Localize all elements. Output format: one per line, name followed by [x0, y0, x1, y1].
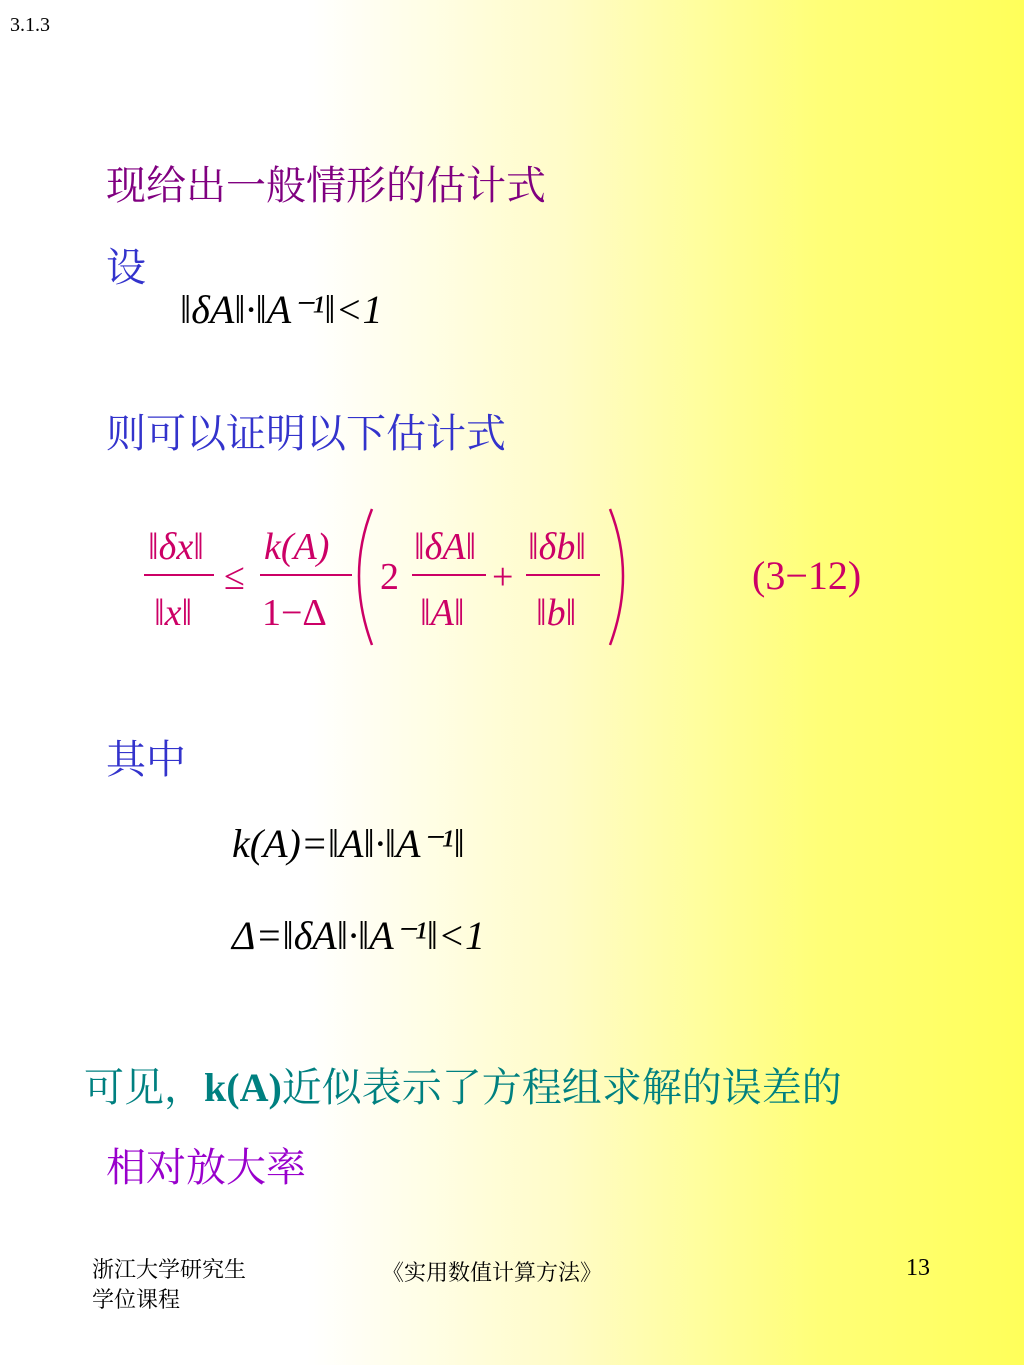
term1-numerator: ‖δA‖: [414, 526, 477, 568]
term1-denominator: ‖A‖: [420, 592, 465, 634]
term2-denominator: ‖b‖: [536, 592, 577, 634]
condition-formula-text: ‖δA‖·‖A⁻¹‖<1: [180, 287, 383, 332]
definition-k-text: k(A)=‖A‖·‖A⁻¹‖: [232, 821, 465, 866]
proof-text: 则可以证明以下估计式: [106, 411, 506, 457]
definition-delta: [232, 912, 485, 959]
conclusion-suffix: 近似表示了方程组求解的误差的: [281, 1065, 842, 1111]
right-paren: [610, 509, 623, 645]
term2-numerator: ‖δb‖: [528, 526, 587, 568]
plus-symbol: +: [492, 556, 514, 598]
lhs-denominator: ‖x‖: [154, 592, 193, 634]
slide-heading: 现给出一般情形的估计式: [106, 163, 546, 209]
where-label: 其中: [106, 737, 186, 783]
conclusion-k: k(A): [204, 1065, 282, 1110]
coef-numerator: k(A): [264, 526, 330, 568]
left-paren: [359, 509, 372, 645]
footer-course-title: 《实用数值计算方法》: [382, 1261, 603, 1286]
footer-institution: [92, 1256, 246, 1316]
footer-left-line1: 浙江大学研究生: [92, 1258, 247, 1283]
leq-symbol: ≤: [224, 556, 245, 598]
coef-two: 2: [380, 556, 399, 598]
conclusion-prefix: 可见，: [84, 1065, 204, 1111]
section-number: 3.1.3: [10, 14, 50, 36]
conclusion-line1: [84, 1056, 842, 1113]
lhs-numerator: ‖δx‖: [148, 526, 204, 568]
assume-label: 设: [106, 245, 146, 291]
condition-formula: [180, 286, 382, 333]
page-number: 13: [906, 1255, 930, 1281]
equation-number: (3−12): [752, 553, 862, 598]
footer-left-line2: 学位课程: [92, 1288, 181, 1313]
definition-k: [232, 820, 465, 867]
estimate-formula: [140, 505, 640, 655]
conclusion-line2: 相对放大率: [106, 1145, 306, 1191]
coef-denominator: 1−Δ: [262, 592, 327, 634]
definition-delta-text: Δ=‖δA‖·‖A⁻¹‖<1: [232, 913, 485, 958]
